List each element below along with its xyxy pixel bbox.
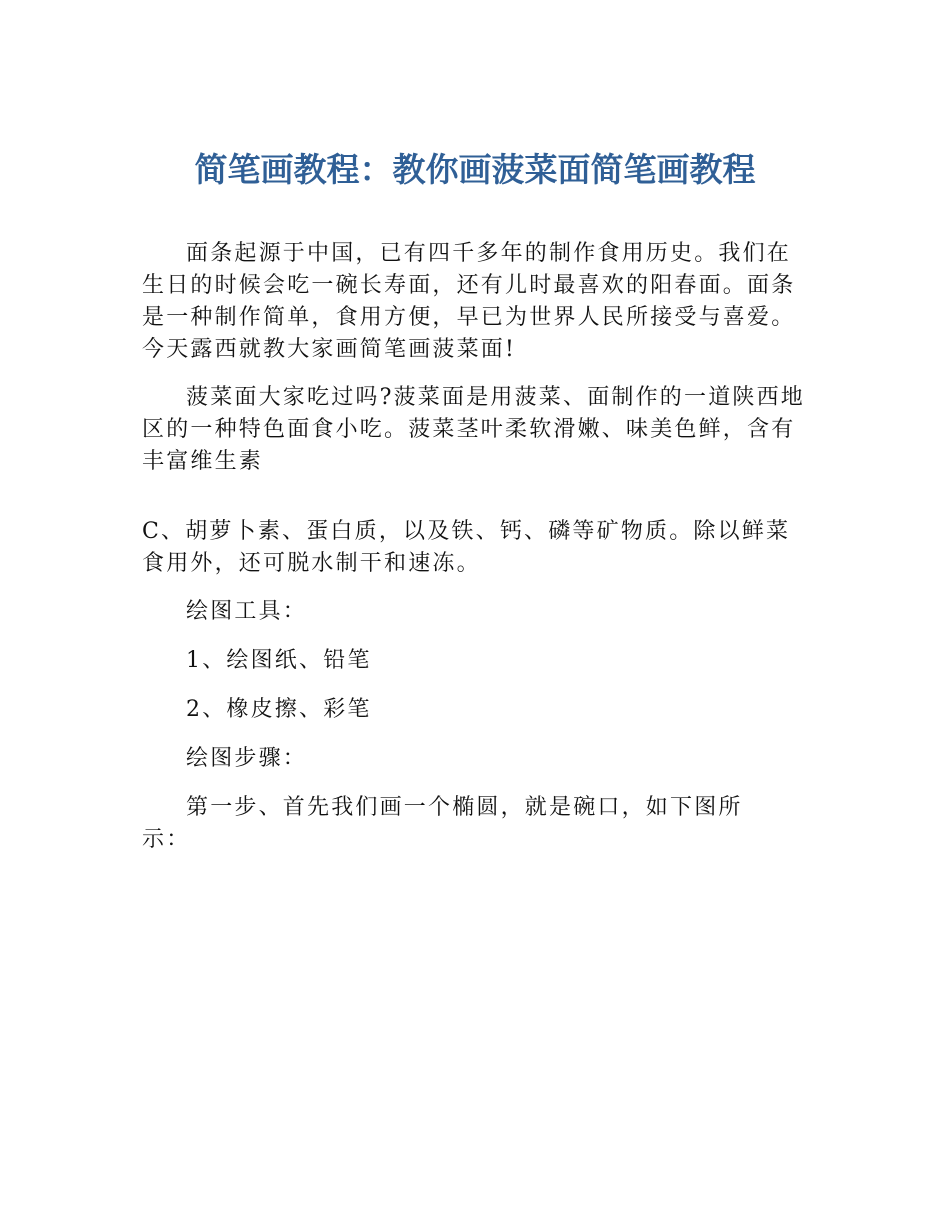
spinach-noodle-paragraph: 菠菜面大家吃过吗?菠菜面是用菠菜、面制作的一道陕西地区的一种特色面食小吃。菠菜茎叶柔软滑嫩、味美色鲜，含有丰富维生素 (142, 385, 805, 474)
document-body (142, 238, 810, 873)
tools-heading: 绘图工具： (186, 599, 308, 624)
nutrition-paragraph: C、胡萝卜素、蛋白质，以及铁、钙、磷等矿物质。除以鲜菜食用外，还可脱水制干和速冻。 (142, 519, 791, 576)
intro-paragraph: 面条起源于中国，已有四千多年的制作食用历史。我们在生日的时候会吃一碗长寿面，还有儿时最喜欢的阳春面。面条是一种制作简单，食用方便，早已为世界人民所接受与喜爱。今天露西就教大家画简笔画菠菜面! (142, 241, 796, 362)
step-1-paragraph: 第一步、首先我们画一个椭圆，就是碗口，如下图所示： (142, 795, 743, 852)
blank-line (142, 478, 810, 516)
steps-heading: 绘图步骤： (186, 746, 308, 771)
tool-item-2: 2、橡皮擦、彩笔 (186, 697, 372, 722)
document-title: 简笔画教程：教你画菠菜面简笔画教程 (194, 150, 756, 189)
tool-item-1: 1、绘图纸、铅笔 (186, 648, 372, 673)
